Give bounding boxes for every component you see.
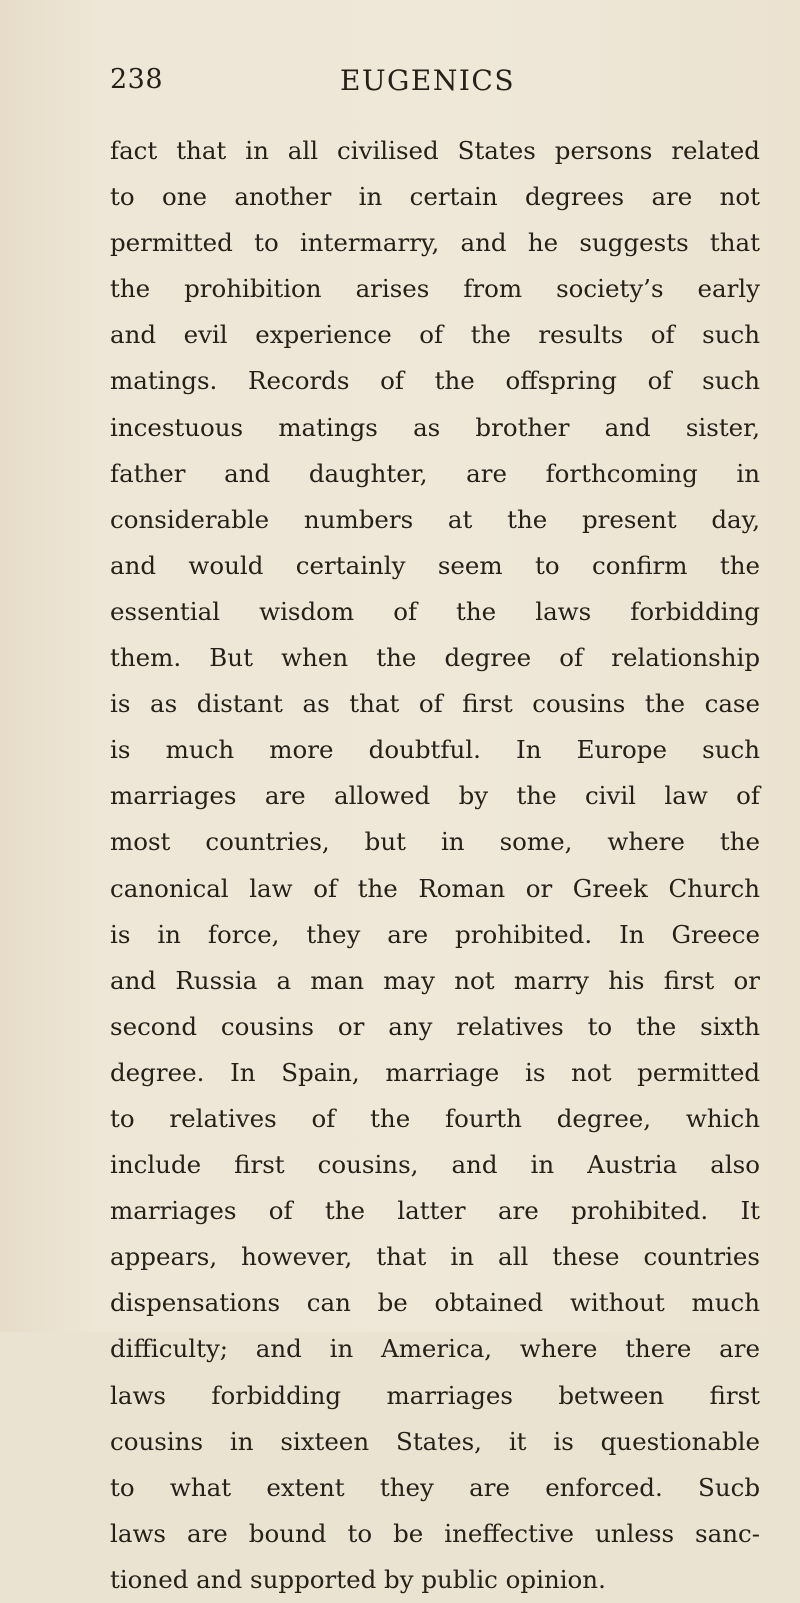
text-line: is in force, they are prohibited. In Greece (110, 919, 760, 949)
page-header (110, 64, 730, 112)
text-line: laws forbidding marriages between first (110, 1380, 760, 1410)
text-line: difficulty; and in America, where there are (110, 1334, 760, 1364)
text-line: is as distant as that of first cousins the case (110, 689, 760, 719)
body-text (110, 128, 760, 1603)
text-line: father and daughter, are forthcoming in (110, 458, 760, 488)
text-line: dispensations can be obtained without much (110, 1288, 760, 1318)
text-line: appears, however, that in all these countries (110, 1242, 760, 1272)
text-line: fact that in all civilised States persons related (110, 136, 760, 165)
text-line: cousins in sixteen States, it is questionable (110, 1426, 760, 1456)
text-line: matings. Records of the offspring of such (110, 366, 760, 396)
text-line: and evil experience of the results of such (110, 320, 760, 350)
text-line: is much more doubtful. In Europe such (110, 735, 760, 765)
text-line: and Russia a man may not marry his first or (110, 965, 760, 995)
text-line: considerable numbers at the present day, (110, 504, 760, 534)
text-line: essential wisdom of the laws forbidding (110, 596, 760, 626)
text-line: to what extent they are enforced. Sucb (110, 1472, 760, 1502)
text-line: most countries, but in some, where the (110, 827, 760, 857)
text-line: laws are bound to be ineffective unless sanc- (110, 1518, 760, 1548)
text-line: and would certainly seem to confirm the (110, 550, 760, 580)
text-line: marriages are allowed by the civil law of (110, 781, 760, 811)
text-line: permitted to intermarry, and he suggests that (110, 228, 760, 258)
running-head: EUGENICS (340, 64, 516, 97)
text-line: degree. In Spain, marriage is not permitted (110, 1057, 760, 1087)
text-line: include first cousins, and in Austria also (110, 1150, 760, 1180)
text-line: to relatives of the fourth degree, which (110, 1103, 760, 1133)
text-line: second cousins or any relatives to the sixth (110, 1011, 760, 1041)
text-line: the prohibition arises from society’s early (110, 274, 760, 304)
text-line: tioned and supported by public opinion. (110, 1564, 606, 1594)
text-line: canonical law of the Roman or Greek Church (110, 873, 760, 903)
text-line: marriages of the latter are prohibited. It (110, 1196, 760, 1226)
page-number: 238 (110, 64, 164, 95)
text-line: to one another in certain degrees are not (110, 182, 760, 212)
text-line: incestuous matings as brother and sister, (110, 412, 760, 442)
text-line: them. But when the degree of relationship (110, 643, 760, 673)
